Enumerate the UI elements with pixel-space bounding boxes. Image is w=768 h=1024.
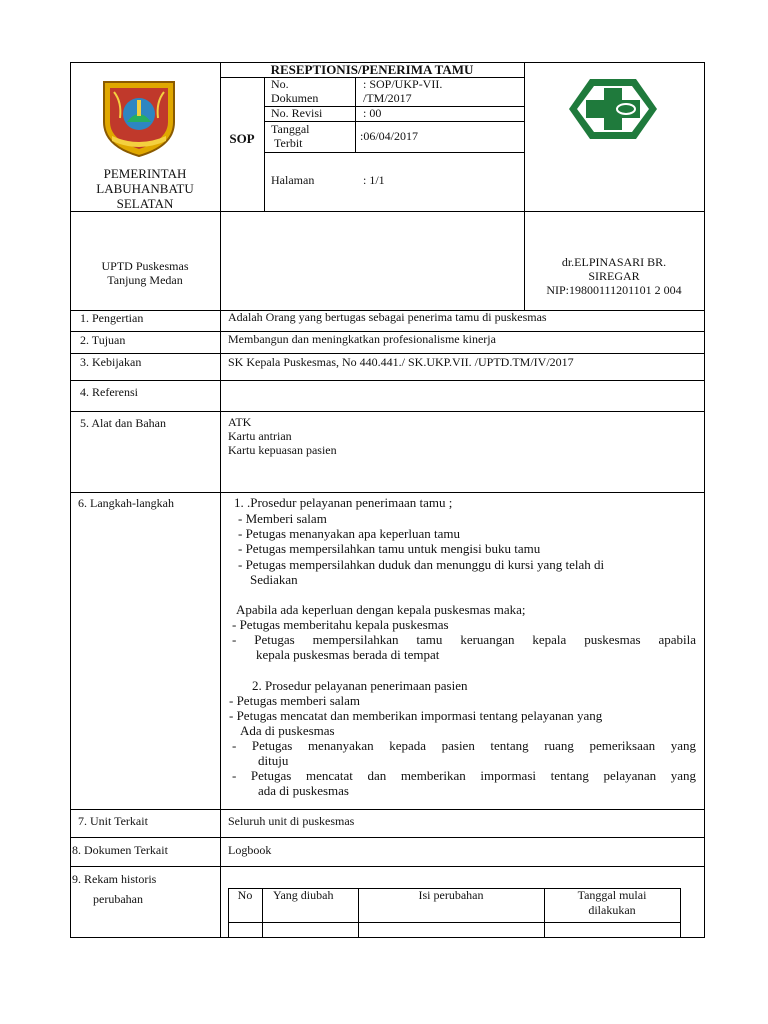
puskesmas-logo bbox=[566, 76, 660, 142]
langkah-line: - Memberi salam bbox=[238, 511, 327, 526]
sop-label: SOP bbox=[229, 131, 255, 146]
pengertian-label: 1. Pengertian bbox=[80, 311, 144, 325]
langkah-line: - Petugas mencatat dan memberikan impormasi tentang pelayanan yang bbox=[229, 708, 603, 723]
uptd-name-line2: Tanjung Medan bbox=[107, 273, 183, 287]
no-dokumen-label-2: Dokumen bbox=[271, 91, 319, 105]
langkah-line: - Petugas mempersilahkan tamu keruangan kepala puskesmas apabila bbox=[232, 632, 696, 647]
history-header-no: No bbox=[237, 888, 253, 902]
no-dokumen-label: No. bbox=[271, 77, 289, 91]
langkah-line: - Petugas menanyakan kepada pasien tentang ruang pemeriksaan yang bbox=[232, 738, 696, 753]
signer-name: dr.ELPINASARI BR. bbox=[561, 255, 667, 269]
unit-terkait-label: 7. Unit Terkait bbox=[78, 814, 148, 828]
langkah-line: 2. Prosedur pelayanan penerimaan pasien bbox=[252, 678, 468, 693]
rekam-historis-label: 9. Rekam historis bbox=[72, 872, 157, 886]
alat-item: Kartu antrian bbox=[228, 429, 292, 443]
tujuan-label: 2. Tujuan bbox=[80, 333, 126, 347]
alat-item: ATK bbox=[228, 415, 252, 429]
langkah-line: - Petugas mencatat dan memberikan impormasi tentang pelayanan yang bbox=[232, 768, 696, 783]
langkah-line: ada di puskesmas bbox=[258, 783, 349, 798]
history-header-yang-diubah: Yang diubah bbox=[273, 888, 334, 902]
org-name-line3: SELATAN bbox=[116, 196, 174, 211]
history-header-tanggal-2: dilakukan bbox=[588, 903, 636, 917]
history-header-tanggal: Tanggal mulai bbox=[577, 888, 647, 902]
no-revisi-label: No. Revisi bbox=[271, 106, 323, 120]
langkah-line: - Petugas menanyakan apa keperluan tamu bbox=[238, 526, 460, 541]
signer-name-line2: SIREGAR bbox=[588, 269, 640, 283]
org-name-line2: LABUHANBATU bbox=[96, 181, 194, 196]
org-name-line1: PEMERINTAH bbox=[103, 166, 187, 181]
halaman-label: Halaman bbox=[271, 173, 315, 187]
alat-item: Kartu kepuasan pasien bbox=[228, 443, 337, 457]
referensi-label: 4. Referensi bbox=[80, 385, 138, 399]
langkah-line: 1. .Prosedur pelayanan penerimaan tamu ; bbox=[234, 495, 453, 510]
tujuan-text: Membangun dan meningkatkan profesionalisme kinerja bbox=[228, 332, 496, 346]
langkah-line: Sediakan bbox=[250, 572, 298, 587]
langkah-line: dituju bbox=[258, 753, 289, 768]
sop-title: RESEPTIONIS/PENERIMA TAMU bbox=[270, 62, 474, 77]
government-crest-logo bbox=[100, 78, 178, 158]
langkah-line: Apabila ada keperluan dengan kepala puskesmas maka; bbox=[236, 602, 526, 617]
rekam-historis-label-2: perubahan bbox=[93, 892, 143, 906]
dokumen-terkait-text: Logbook bbox=[228, 843, 272, 857]
kebijakan-text: SK Kepala Puskesmas, No 440.441./ SK.UKP.VII. /UPTD.TM/IV/2017 bbox=[228, 355, 574, 369]
langkah-line: Ada di puskesmas bbox=[240, 723, 335, 738]
no-dokumen-value: : SOP/UKP-VII. bbox=[363, 77, 443, 91]
pengertian-text: Adalah Orang yang bertugas sebagai penerima tamu di puskesmas bbox=[228, 310, 547, 324]
kebijakan-label: 3. Kebijakan bbox=[80, 355, 142, 369]
tanggal-terbit-value: :06/04/2017 bbox=[360, 129, 419, 143]
signer-nip: NIP:19800111201101 2 004 bbox=[546, 283, 682, 297]
langkah-label: 6. Langkah-langkah bbox=[78, 496, 174, 510]
langkah-line: - Petugas mempersilahkan tamu untuk mengisi buku tamu bbox=[238, 541, 541, 556]
tanggal-terbit-label-2: Terbit bbox=[274, 136, 303, 150]
unit-terkait-text: Seluruh unit di puskesmas bbox=[228, 814, 355, 828]
langkah-line: - Petugas memberitahu kepala puskesmas bbox=[232, 617, 449, 632]
langkah-line: kepala puskesmas berada di tempat bbox=[256, 647, 440, 662]
uptd-name-line1: UPTD Puskesmas bbox=[101, 259, 189, 273]
dokumen-terkait-label: 8. Dokumen Terkait bbox=[72, 843, 168, 857]
langkah-line: - Petugas mempersilahkan duduk dan menunggu di kursi yang telah di bbox=[238, 557, 605, 572]
no-revisi-value: : 00 bbox=[363, 106, 382, 120]
langkah-line: - Petugas memberi salam bbox=[229, 693, 361, 708]
tanggal-terbit-label: Tanggal bbox=[271, 122, 310, 136]
alat-bahan-label: 5. Alat dan Bahan bbox=[80, 416, 166, 430]
no-dokumen-value-2: /TM/2017 bbox=[363, 91, 412, 105]
history-header-isi-perubahan: Isi perubahan bbox=[418, 888, 484, 902]
halaman-value: : 1/1 bbox=[363, 173, 385, 187]
